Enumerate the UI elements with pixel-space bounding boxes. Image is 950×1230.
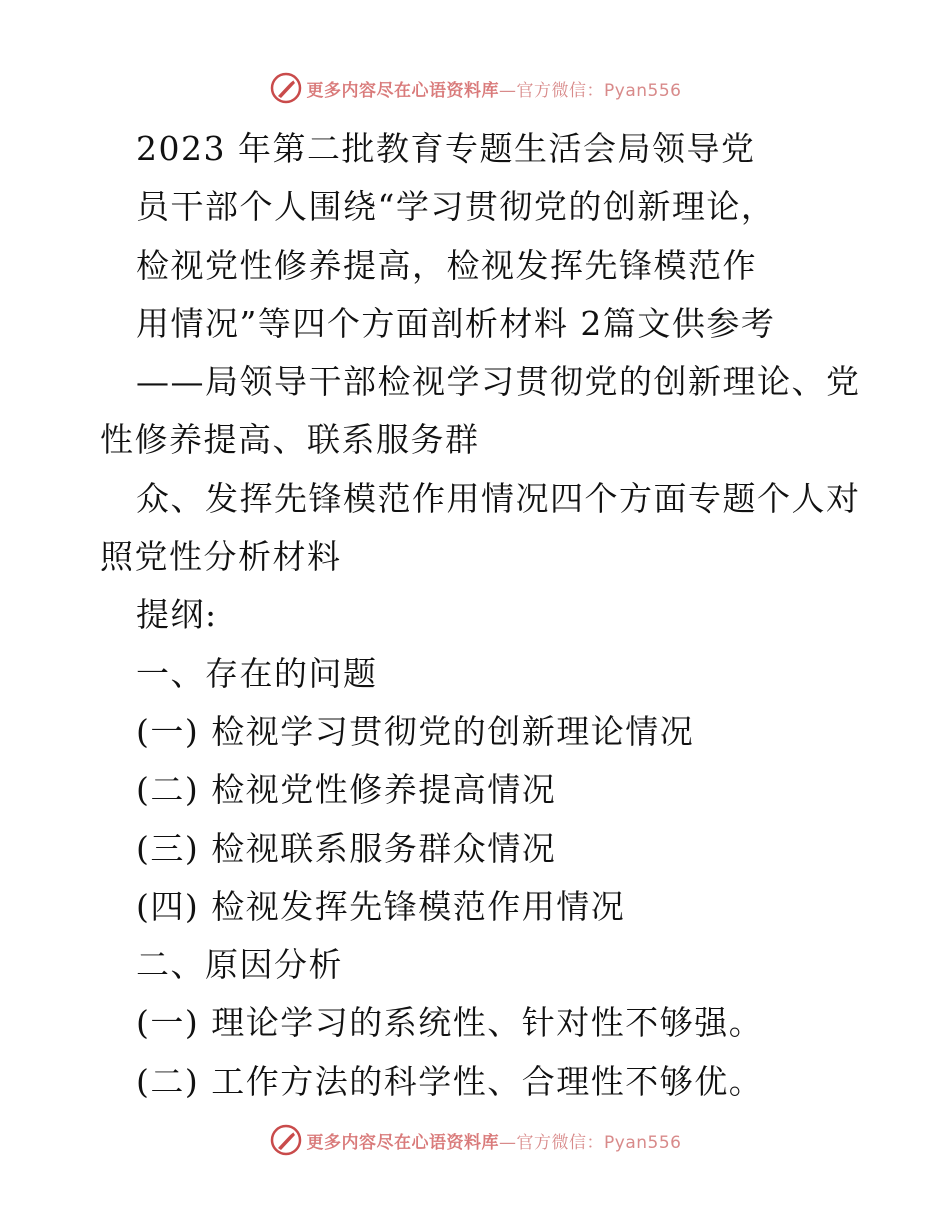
outline-item: (三) 检视联系服务群众情况 — [136, 828, 557, 868]
subtitle-line-1: ——局领导干部检视学习贯彻党的创新理论、党 — [136, 362, 861, 402]
header-watermark — [0, 68, 950, 108]
section-heading-problems: 一、存在的问题 — [136, 653, 378, 693]
footer-watermark — [0, 1120, 950, 1160]
watermark-wechat: 官方微信：Pyan556 — [516, 80, 682, 101]
outline-item: (一) 检视学习贯彻党的创新理论情况 — [136, 711, 695, 751]
outline-item: (一) 理论学习的系统性、针对性不够强。 — [136, 1003, 764, 1043]
subtitle-line-4: 照党性分析材料 — [100, 537, 342, 577]
watermark-separator: — — [499, 1132, 517, 1153]
outline-item: (二) 工作方法的科学性、合理性不够优。 — [136, 1061, 764, 1101]
document-body — [100, 120, 860, 1111]
watermark-brand: 更多内容尽在心语资料库 — [306, 80, 500, 101]
title-line-2: 员干部个人围绕“学习贯彻党的创新理论， — [136, 187, 776, 227]
watermark-text — [307, 76, 682, 101]
outline-item: (二) 检视党性修养提高情况 — [136, 770, 557, 810]
title-line-3: 检视党性修养提高，检视发挥先锋模范作 — [136, 245, 757, 285]
feather-pen-logo-icon — [269, 1123, 303, 1157]
title-line-4: 用情况”等四个方面剖析材料 2篇文供参考 — [136, 303, 776, 343]
watermark-wechat: 官方微信：Pyan556 — [516, 1132, 682, 1153]
outline-label: 提纲: — [136, 595, 218, 635]
watermark-brand: 更多内容尽在心语资料库 — [306, 1132, 500, 1153]
feather-pen-logo-icon — [269, 71, 303, 105]
watermark-text — [307, 1128, 682, 1153]
subtitle-line-2: 性修养提高、联系服务群 — [100, 420, 480, 460]
title-line-1: 2023 年第二批教育专题生活会局领导党 — [136, 129, 756, 168]
watermark-separator: — — [499, 80, 517, 101]
outline-item: (四) 检视发挥先锋模范作用情况 — [136, 886, 626, 926]
subtitle-line-3: 众、发挥先锋模范作用情况四个方面专题个人对 — [136, 478, 861, 518]
section-heading-causes: 二、原因分析 — [136, 945, 343, 985]
